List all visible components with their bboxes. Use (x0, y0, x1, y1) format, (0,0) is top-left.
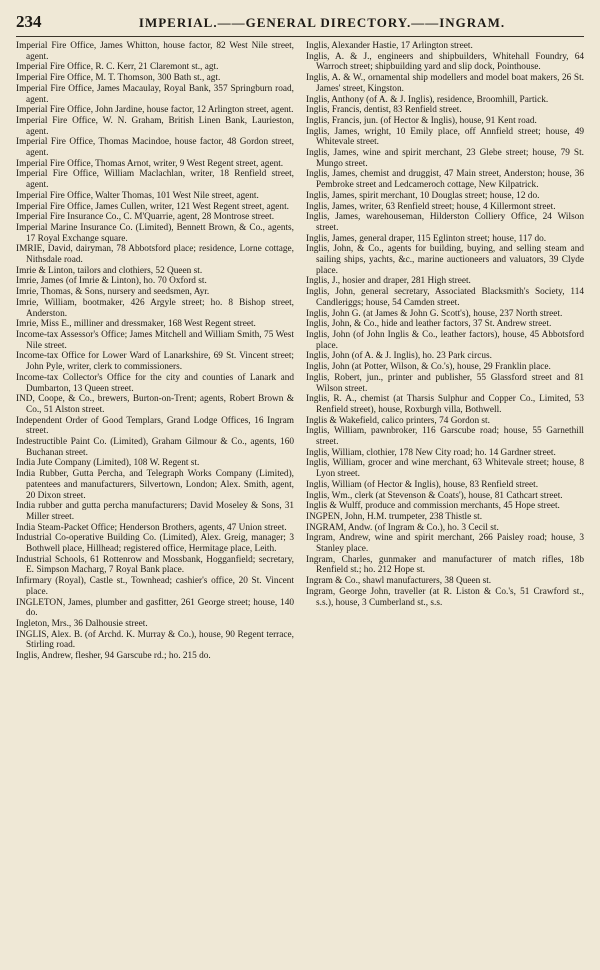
directory-entry: Income-tax Office for Lower Ward of Lanarkshire, 69 St. Vincent street; John Pyle, writer, clerk to commissioners. (16, 351, 294, 373)
directory-entry: INGPEN, John, H.M. trumpeter, 238 Thistle st. (306, 511, 483, 522)
directory-entry: Imperial Fire Office, R. C. Kerr, 21 Claremont st., agt. (16, 62, 219, 73)
directory-entry: Inglis, Alexander Hastie, 17 Arlington street. (306, 41, 473, 51)
directory-entry: Inglis & Wakefield, calico printers, 74 Gordon st. (306, 415, 490, 426)
directory-entry: Inglis, Francis, jun. (of Hector & Inglis), house, 91 Kent road. (306, 115, 537, 126)
directory-entry: Imperial Fire Office, James Macaulay, Royal Bank, 357 Springburn road, agent. (16, 83, 294, 105)
directory-entry: Ingram & Co., shawl manufacturers, 38 Queen st. (306, 576, 492, 587)
directory-entry: Income-tax Assessor's Office; James Mitchell and William Smith, 75 West Nile street. (16, 329, 294, 351)
directory-entry: Inglis, A. & W., ornamental ship modellers and model boat makers, 26 St. James' street, Kingston. (306, 73, 584, 94)
directory-entry: Industrial Co-operative Building Co. (Limited), Alex. Greig, manager; 3 Bothwell place, Hillhead; registered office, Hermitage place, Leith. (16, 533, 294, 555)
directory-entry: Inglis, William (of Hector & Inglis), house, 83 Renfield street. (306, 479, 539, 490)
directory-entry: Inglis, Anthony (of A. & J. Inglis), residence, Broomhill, Partick. (306, 94, 549, 105)
directory-entry: India Steam-Packet Office; Henderson Brothers, agents, 47 Union street. (16, 522, 287, 533)
directory-entry: Inglis, John, & Co., hide and leather factors, 37 St. Andrew street. (306, 319, 552, 330)
directory-entry: Imperial Fire Office, Walter Thomas, 101 West Nile street, agent. (16, 190, 259, 201)
directory-entry: INGRAM, Andw. (of Ingram & Co.), ho. 3 Cecil st. (306, 522, 499, 533)
directory-entry: Imperial Fire Insurance Co., C. M'Quarrie, agent, 28 Montrose street. (16, 212, 275, 223)
directory-entry: India Rubber, Gutta Percha, and Telegraph Works Company (Limited), patentees and manufacturers, Silvertown, London; Alex. Smith, agent, 20 Dixon street. (16, 469, 294, 501)
directory-entry: Imperial Fire Office, William Maclachlan, writer, 18 Renfield street, agent. (16, 169, 294, 191)
directory-entry: Inglis, James, chemist and druggist, 47 Main street, Anderston; house, 36 Pembroke street and Ledcameroch cottage, New Kilpatrick. (306, 169, 584, 191)
directory-entry: Inglis, John, & Co., agents for building, buying, and selling steam and sailing ships, yachts, &c., marine auctioneers and valuators, 39 Clyde place. (306, 244, 584, 276)
directory-entry: Inglis, James, warehouseman, Hilderston Colliery Office, 24 Wilson street. (306, 212, 584, 233)
directory-entry: Inglis, John G. (at James & John G. Scott's), house, 237 North street. (306, 308, 563, 319)
directory-entry: Inglis, J., hosier and draper, 281 High street. (306, 276, 471, 287)
right-column (306, 41, 584, 662)
directory-entry: Inglis, John (of A. & J. Inglis), ho. 23 Park circus. (306, 351, 492, 362)
directory-entry: Imperial Fire Office, Thomas Macindoe, house factor, 48 Gordon street, agent. (16, 137, 294, 159)
directory-entry: Imperial Fire Office, Thomas Arnot, writer, 9 West Regent street, agent. (16, 158, 284, 169)
directory-entry: Independent Order of Good Templars, Grand Lodge Offices, 16 Ingram street. (16, 415, 294, 437)
directory-entry: Inglis, John (of John Inglis & Co., leather factors), house, 45 Abbotsford place. (306, 329, 584, 351)
directory-entry: Ingleton, Mrs., 36 Dalhousie street. (16, 618, 148, 629)
left-column (16, 41, 294, 662)
directory-entry: INGLETON, James, plumber and gasfitter, 261 George street; house, 140 do. (16, 597, 294, 619)
directory-entry: Inglis, William, pawnbroker, 116 Garscube road; house, 55 Garnethill street. (306, 426, 584, 448)
directory-entry: Inglis, Andrew, flesher, 94 Garscube rd.; ho. 215 do. (16, 651, 211, 662)
running-title: IMPERIAL.——GENERAL DIRECTORY.——INGRAM. (138, 15, 506, 30)
directory-entry: Imperial Marine Insurance Co. (Limited), Bennett Brown, & Co., agents, 17 Royal Exchange square. (16, 222, 294, 244)
directory-entry: Inglis, John, general secretary, Associated Blacksmith's Society, 114 Candleriggs; house, 54 Camden street. (306, 287, 584, 308)
directory-entry: IMRIE, David, dairyman, 78 Abbotsford place; residence, Lorne cottage, Nithsdale road. (16, 244, 294, 266)
directory-entry: Imrie & Linton, tailors and clothiers, 52 Queen st. (16, 265, 203, 276)
directory-entry: Inglis, James, general draper, 115 Eglinton street; house, 117 do. (306, 233, 547, 244)
directory-entry: Imperial Fire Office, James Cullen, writer, 121 West Regent street, agent. (16, 201, 289, 212)
directory-entry: Inglis, William, grocer and wine merchant, 63 Whitevale street; house, 8 Lyon street. (306, 458, 584, 480)
directory-entry: Industrial Schools, 61 Rottenrow and Mossbank, Hogganfield; secretary, E. Simpson Macharg, 7 Royal Bank place. (16, 554, 294, 576)
directory-entry: Inglis, A. & J., engineers and shipbuilders, Whitehall Foundry, 64 Warroch street; shipbuilding yard and slip dock, Pointhouse. (306, 51, 584, 73)
directory-entry: Inglis, William, clothier, 178 New City road; ho. 14 Gardner street. (306, 447, 556, 458)
page-number: 234 (16, 12, 42, 31)
running-header (16, 12, 584, 37)
directory-entry: Indestructible Paint Co. (Limited), Graham Gilmour & Co., agents, 160 Buchanan street. (16, 437, 294, 458)
directory-entry: India Jute Company (Limited), 108 W. Regent st. (16, 458, 200, 469)
directory-entry: Inglis, R. A., chemist (at Tharsis Sulphur and Copper Co., Limited, 53 Renfield street), house, Roxburgh villa, Bothwell. (306, 394, 584, 415)
directory-entry: Inglis, John (at Potter, Wilson, & Co.'s), house, 29 Franklin place. (306, 362, 551, 373)
directory-entry: Imrie, Miss E., milliner and dressmaker, 168 West Regent street. (16, 319, 256, 330)
directory-entry: Imperial Fire Office, M. T. Thomson, 300 Bath st., agt. (16, 73, 221, 84)
directory-entry: INGLIS, Alex. B. (of Archd. K. Murray & Co.), house, 90 Regent terrace, Stirling road. (16, 629, 294, 651)
directory-entry: Income-tax Collector's Office for the city and counties of Lanark and Dumbarton, 13 Queen street. (16, 372, 294, 394)
directory-entry: Imperial Fire Office, James Whitton, house factor, 82 West Nile street, agent. (16, 41, 294, 62)
directory-entry: Imrie, William, bootmaker, 426 Argyle street; ho. 8 Bishop street, Anderston. (16, 297, 294, 319)
directory-entry: Imperial Fire Office, W. N. Graham, British Linen Bank, Laurieston, agent. (16, 115, 294, 137)
directory-entry: Inglis, Wm., clerk (at Stevenson & Coats'), house, 81 Cathcart street. (306, 490, 563, 501)
directory-entry: Infirmary (Royal), Castle st., Townhead; cashier's office, 20 St. Vincent place. (16, 576, 294, 597)
directory-entry: Imperial Fire Office, John Jardine, house factor, 12 Arlington street, agent. (16, 105, 294, 116)
directory-entry: Ingram, George John, traveller (at R. Liston & Co.'s, 51 Crawford st., s.s.), house, 3 Cumberland st., s.s. (306, 586, 584, 608)
directory-entry: Inglis, James, spirit merchant, 10 Douglas street; house, 12 do. (306, 190, 540, 201)
directory-entry: Inglis, James, wright, 10 Emily place, off Annfield street; house, 49 Whitevale street. (306, 126, 584, 148)
directory-entry: Ingram, Charles, gunmaker and manufacturer of match rifles, 18b Renfield st.; ho. 212 Hope st. (306, 554, 584, 576)
directory-entry: IND, Coope, & Co., brewers, Burton-on-Trent; agents, Robert Brown & Co., 51 Alston street. (16, 394, 294, 415)
directory-entry: Imrie, Thomas, & Sons, nursery and seedsmen, Ayr. (16, 287, 210, 298)
directory-entry: Inglis, Robert, jun., printer and publisher, 55 Glassford street and 81 Wilson street. (306, 372, 584, 394)
directory-entry: Ingram, Andrew, wine and spirit merchant, 266 Paisley road; house, 3 Stanley place. (306, 533, 584, 555)
directory-entry: Inglis, James, wine and spirit merchant, 23 Glebe street; house, 79 St. Mungo street. (306, 148, 584, 169)
columns (16, 41, 584, 662)
directory-entry: Imrie, James (of Imrie & Linton), ho. 70 Oxford st. (16, 276, 207, 287)
directory-entry: Inglis, Francis, dentist, 83 Renfield street. (306, 105, 462, 116)
directory-entry: Inglis, James, writer, 63 Renfield street; house, 4 Killermont street. (306, 201, 556, 212)
directory-entry: Inglis & Wulff, produce and commission merchants, 45 Hope street. (306, 501, 560, 512)
directory-entry: India rubber and gutta percha manufacturers; David Moseley & Sons, 31 Miller street. (16, 501, 294, 522)
